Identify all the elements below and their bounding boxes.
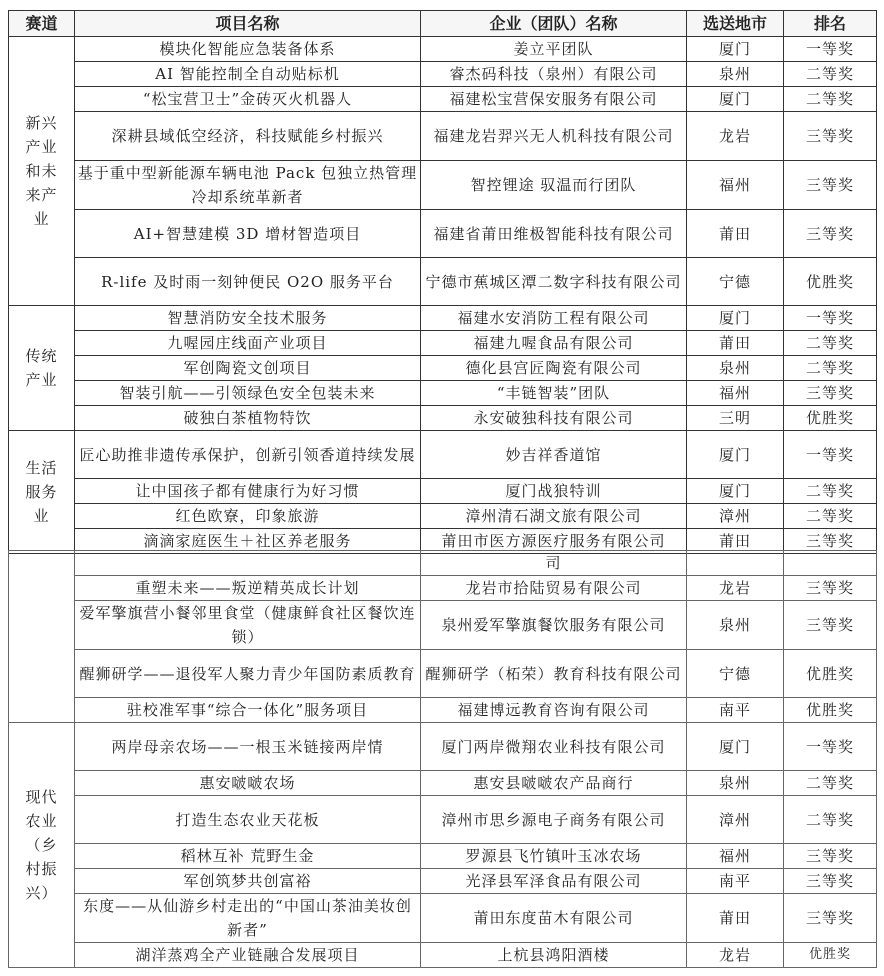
- table-row: [9, 869, 877, 894]
- table-row: [9, 698, 877, 723]
- region-cell: 泉州: [687, 771, 784, 796]
- region-cell: 莆田: [687, 331, 784, 356]
- track-cell: 新兴产业和未来产业: [9, 37, 75, 306]
- company-cell: 福建水安消防工程有限公司: [421, 306, 687, 331]
- table-row: [9, 62, 877, 87]
- table-row: [9, 37, 877, 62]
- project-cell: 红色欧寮，印象旅游: [75, 504, 421, 529]
- project-cell: 模块化智能应急装备体系: [75, 37, 421, 62]
- rank-cell: 三等奖: [784, 576, 877, 601]
- project-cell: 打造生态农业天花板: [75, 796, 421, 844]
- company-cell: 福建博远教育咨询有限公司: [421, 698, 687, 723]
- region-cell: 福州: [687, 381, 784, 406]
- header-rank: 排名: [784, 11, 877, 37]
- rank-cell: 三等奖: [784, 844, 877, 869]
- region-cell: 宁德: [687, 258, 784, 306]
- awards-table-continued: [8, 550, 877, 968]
- company-cell-continuation: 司: [421, 551, 687, 576]
- rank-cell: 三等奖: [784, 210, 877, 258]
- project-cell: AI 智能控制全自动贴标机: [75, 62, 421, 87]
- project-cell: 稻林互补 荒野生金: [75, 844, 421, 869]
- project-cell: [75, 551, 421, 576]
- project-cell: 让中国孩子都有健康行为好习惯: [75, 479, 421, 504]
- header-track: 赛道: [9, 11, 75, 37]
- rank-cell: 优胜奖: [784, 943, 877, 968]
- table-row: [9, 576, 877, 601]
- region-cell: 宁德: [687, 650, 784, 698]
- track-cell: 传统产业: [9, 306, 75, 431]
- company-cell: 漳州清石湖文旅有限公司: [421, 504, 687, 529]
- project-cell: 九喔园庄线面产业项目: [75, 331, 421, 356]
- table-row: [9, 601, 877, 650]
- region-cell: 厦门: [687, 37, 784, 62]
- project-cell: AI+智慧建模 3D 增材智造项目: [75, 210, 421, 258]
- table-row: [9, 894, 877, 943]
- company-cell: 莆田东度苗木有限公司: [421, 894, 687, 943]
- company-cell: 厦门战狼特训: [421, 479, 687, 504]
- company-cell: 妙吉祥香道馆: [421, 431, 687, 479]
- table-row: [9, 551, 877, 576]
- region-cell: 漳州: [687, 796, 784, 844]
- company-cell: “丰链智装”团队: [421, 381, 687, 406]
- region-cell: 厦门: [687, 723, 784, 771]
- company-cell: 姜立平团队: [421, 37, 687, 62]
- rank-cell: 二等奖: [784, 331, 877, 356]
- table-row: [9, 258, 877, 306]
- table-row: [9, 844, 877, 869]
- region-cell: 龙岩: [687, 943, 784, 968]
- rank-cell: 三等奖: [784, 869, 877, 894]
- company-cell: 福建九喔食品有限公司: [421, 331, 687, 356]
- table-header-row: [9, 11, 877, 37]
- region-cell: 莆田: [687, 894, 784, 943]
- company-cell: 德化县宫匠陶瓷有限公司: [421, 356, 687, 381]
- region-cell: 厦门: [687, 306, 784, 331]
- company-cell: 睿杰码科技（泉州）有限公司: [421, 62, 687, 87]
- region-cell: 南平: [687, 698, 784, 723]
- table-row: [9, 210, 877, 258]
- company-cell: 罗源县飞竹镇叶玉冰农场: [421, 844, 687, 869]
- region-cell: 龙岩: [687, 112, 784, 161]
- project-cell: 军创陶瓷文创项目: [75, 356, 421, 381]
- region-cell: 南平: [687, 869, 784, 894]
- company-cell: 福建龙岩羿兴无人机科技有限公司: [421, 112, 687, 161]
- company-cell: 泉州爱军擎旗餐饮服务有限公司: [421, 601, 687, 650]
- rank-cell: 一等奖: [784, 723, 877, 771]
- table-row: [9, 431, 877, 479]
- rank-cell: 一等奖: [784, 431, 877, 479]
- project-cell: R-life 及时雨一刻钟便民 O2O 服务平台: [75, 258, 421, 306]
- rank-cell: 二等奖: [784, 62, 877, 87]
- project-cell: 爱军擎旗营小餐邻里食堂（健康鲜食社区餐饮连锁）: [75, 601, 421, 650]
- project-cell: 智慧消防安全技术服务: [75, 306, 421, 331]
- region-cell: 莆田: [687, 529, 784, 554]
- company-cell: 光泽县军泽食品有限公司: [421, 869, 687, 894]
- project-cell: 东度——从仙游乡村走出的“中国山茶油美妆创新者”: [75, 894, 421, 943]
- project-cell: 驻校准军事“综合一体化”服务项目: [75, 698, 421, 723]
- company-cell: 惠安县啵啵农产品商行: [421, 771, 687, 796]
- project-cell: 匠心助推非遗传承保护，创新引领香道持续发展: [75, 431, 421, 479]
- table-row: [9, 331, 877, 356]
- project-cell: 醒狮研学——退役军人聚力青少年国防素质教育: [75, 650, 421, 698]
- table-row: [9, 943, 877, 968]
- region-cell: 福州: [687, 844, 784, 869]
- table-row: [9, 306, 877, 331]
- company-cell: 龙岩市拾陆贸易有限公司: [421, 576, 687, 601]
- company-cell: 福建松宝营保安服务有限公司: [421, 87, 687, 112]
- rank-cell: 二等奖: [784, 87, 877, 112]
- region-cell: 泉州: [687, 356, 784, 381]
- rank-cell: 二等奖: [784, 356, 877, 381]
- rank-cell: 一等奖: [784, 37, 877, 62]
- awards-table-top: [8, 10, 877, 554]
- table-row: [9, 504, 877, 529]
- table-row: [9, 356, 877, 381]
- company-cell: 福建省莆田维极智能科技有限公司: [421, 210, 687, 258]
- rank-cell: 三等奖: [784, 601, 877, 650]
- company-cell: 厦门两岸微翔农业科技有限公司: [421, 723, 687, 771]
- rank-cell: 二等奖: [784, 771, 877, 796]
- company-cell: 漳州市思乡源电子商务有限公司: [421, 796, 687, 844]
- project-cell: 军创筑梦共创富裕: [75, 869, 421, 894]
- region-cell: 厦门: [687, 479, 784, 504]
- region-cell: 福州: [687, 161, 784, 210]
- table-row: [9, 87, 877, 112]
- region-cell: 泉州: [687, 601, 784, 650]
- track-cell: 现代农业（乡村振兴）: [9, 723, 75, 968]
- rank-cell: [784, 551, 877, 576]
- table-row: [9, 479, 877, 504]
- company-cell: 智控锂途 驭温而行团队: [421, 161, 687, 210]
- project-cell: 重塑未来——叛逆精英成长计划: [75, 576, 421, 601]
- rank-cell: 三等奖: [784, 381, 877, 406]
- rank-cell: 优胜奖: [784, 258, 877, 306]
- region-cell: 泉州: [687, 62, 784, 87]
- project-cell: 两岸母亲农场——一根玉米链接两岸情: [75, 723, 421, 771]
- table-row: [9, 796, 877, 844]
- company-cell: 永安破独科技有限公司: [421, 406, 687, 431]
- rank-cell: 三等奖: [784, 161, 877, 210]
- project-cell: “松宝营卫士”金砖灭火机器人: [75, 87, 421, 112]
- company-cell: 莆田市医方源医疗服务有限公司: [421, 529, 687, 554]
- project-cell: 智装引航——引领绿色安全包装未来: [75, 381, 421, 406]
- company-cell: 上杭县鸿阳酒楼: [421, 943, 687, 968]
- header-company: 企业（团队）名称: [421, 11, 687, 37]
- table-row: [9, 161, 877, 210]
- table-row: [9, 381, 877, 406]
- table-row: [9, 723, 877, 771]
- rank-cell: 三等奖: [784, 894, 877, 943]
- header-region: 选送地市: [687, 11, 784, 37]
- company-cell: 醒狮研学（柘荣）教育科技有限公司: [421, 650, 687, 698]
- project-cell: 基于重中型新能源车辆电池 Pack 包独立热管理冷却系统革新者: [75, 161, 421, 210]
- table-row: [9, 406, 877, 431]
- table-row: [9, 650, 877, 698]
- rank-cell: 一等奖: [784, 306, 877, 331]
- rank-cell: 二等奖: [784, 479, 877, 504]
- project-cell: 深耕县域低空经济，科技赋能乡村振兴: [75, 112, 421, 161]
- region-cell: [687, 551, 784, 576]
- header-project: 项目名称: [75, 11, 421, 37]
- rank-cell: 优胜奖: [784, 406, 877, 431]
- table-row: [9, 771, 877, 796]
- region-cell: 龙岩: [687, 576, 784, 601]
- table-row: [9, 112, 877, 161]
- rank-cell: 优胜奖: [784, 698, 877, 723]
- project-cell: 滴滴家庭医生＋社区养老服务: [75, 529, 421, 554]
- project-cell: 湖洋蒸鸡全产业链融合发展项目: [75, 943, 421, 968]
- rank-cell: 三等奖: [784, 112, 877, 161]
- rank-cell: 优胜奖: [784, 650, 877, 698]
- region-cell: 厦门: [687, 87, 784, 112]
- rank-cell: 二等奖: [784, 796, 877, 844]
- company-cell: 宁德市蕉城区潭二数字科技有限公司: [421, 258, 687, 306]
- project-cell: 破独白茶植物特饮: [75, 406, 421, 431]
- rank-cell: 三等奖: [784, 529, 877, 554]
- track-cell: 生活服务业: [9, 431, 75, 554]
- region-cell: 莆田: [687, 210, 784, 258]
- track-cell-blank: [9, 551, 75, 723]
- rank-cell: 二等奖: [784, 504, 877, 529]
- region-cell: 漳州: [687, 504, 784, 529]
- region-cell: 三明: [687, 406, 784, 431]
- region-cell: 厦门: [687, 431, 784, 479]
- project-cell: 惠安啵啵农场: [75, 771, 421, 796]
